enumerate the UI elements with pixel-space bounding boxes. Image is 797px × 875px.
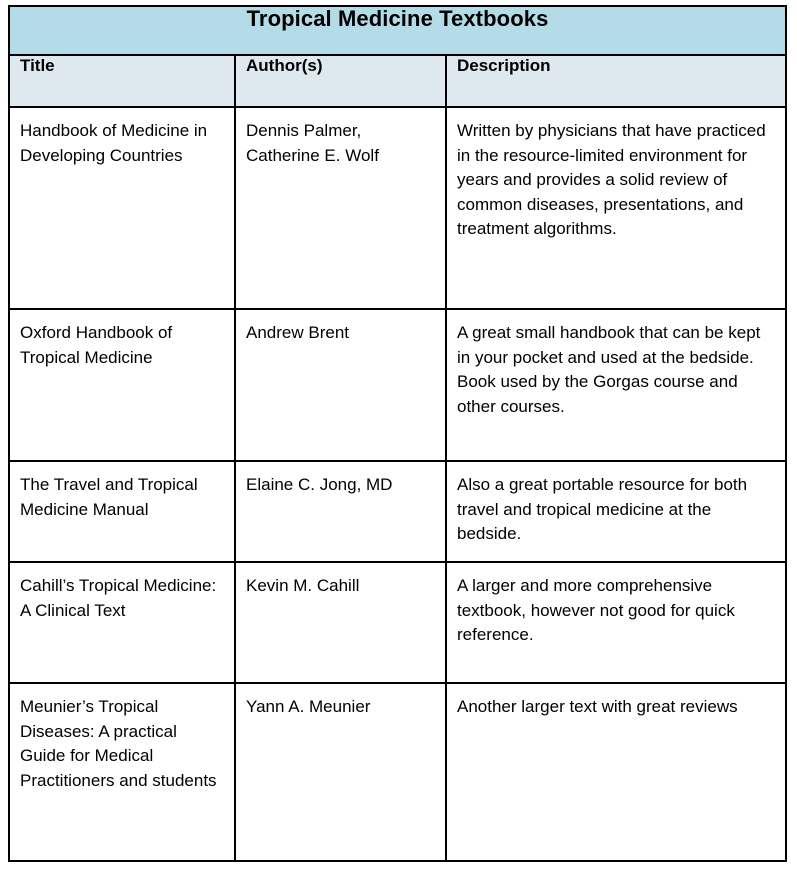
book-author: Yann A. Meunier (246, 697, 371, 716)
table-container (8, 5, 785, 862)
cell-description (446, 562, 786, 683)
book-description: A larger and more comprehensive textbook, however not good for quick reference. (457, 576, 735, 644)
book-description: A great small handbook that can be kept in your pocket and used at the bedside. Book used by the Gorgas course and other courses. (457, 323, 761, 416)
cell-description (446, 107, 786, 309)
column-header-title[interactable] (9, 55, 235, 107)
table-title-row (9, 6, 786, 55)
cell-author (235, 683, 446, 861)
table-title-cell (9, 6, 786, 55)
book-title: Cahill’s Tropical Medicine: A Clinical Text (20, 576, 217, 620)
column-header-author-label: Author(s) (246, 56, 323, 75)
book-author: Andrew Brent (246, 323, 349, 342)
table-row (9, 107, 786, 309)
column-header-author[interactable] (235, 55, 446, 107)
cell-author (235, 562, 446, 683)
cell-title (9, 562, 235, 683)
table-row (9, 461, 786, 562)
cell-author (235, 309, 446, 461)
cell-title (9, 107, 235, 309)
book-author: Elaine C. Jong, MD (246, 475, 393, 494)
column-header-description[interactable] (446, 55, 786, 107)
book-author: Kevin M. Cahill (246, 576, 360, 595)
book-author: Dennis Palmer, Catherine E. Wolf (246, 121, 379, 165)
book-title: Oxford Handbook of Tropical Medicine (20, 323, 173, 367)
book-title: The Travel and Tropical Medicine Manual (20, 475, 198, 519)
table-header-row (9, 55, 786, 107)
cell-description (446, 309, 786, 461)
book-title: Meunier’s Tropical Diseases: A practical Guide for Medical Practitioners and students (20, 697, 217, 790)
book-description: Another larger text with great reviews (457, 697, 738, 716)
page-title: Tropical Medicine Textbooks (246, 6, 549, 31)
cell-title (9, 309, 235, 461)
cell-title (9, 461, 235, 562)
book-description: Also a great portable resource for both travel and tropical medicine at the bedside. (457, 475, 748, 543)
book-description: Written by physicians that have practiced in the resource-limited environment for years and provides a solid review of common diseases, presentations, and treatment algorithms. (457, 121, 766, 238)
table-row (9, 683, 786, 861)
column-header-title-label: Title (20, 56, 55, 75)
cell-description (446, 461, 786, 562)
cell-title (9, 683, 235, 861)
cell-description (446, 683, 786, 861)
cell-author (235, 461, 446, 562)
column-header-description-label: Description (457, 56, 551, 75)
table-row (9, 309, 786, 461)
book-title: Handbook of Medicine in Developing Countries (20, 121, 208, 165)
cell-author (235, 107, 446, 309)
tropical-medicine-textbooks-table (8, 5, 787, 862)
table-row (9, 562, 786, 683)
